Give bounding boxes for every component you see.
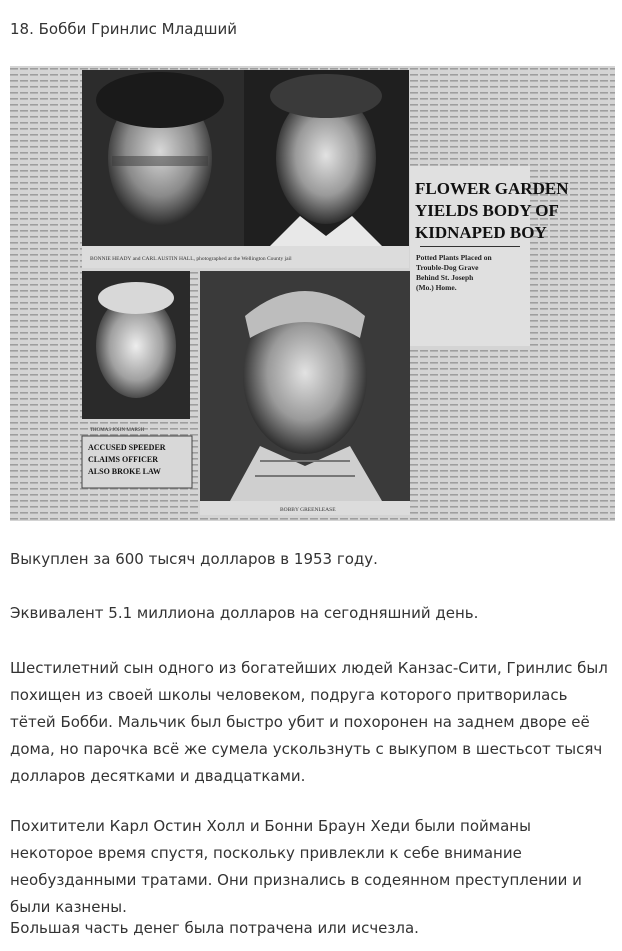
- paragraph-equivalent: Эквивалент 5.1 миллиона долларов на сегодняшний день.: [10, 604, 479, 622]
- headline-line-2: YIELDS BODY OF: [415, 201, 559, 220]
- mid-photo-caption: THOMAS JOHN MARSH: [90, 428, 145, 433]
- newspaper-photo: [10, 66, 615, 521]
- boy-photo-caption: BOBBY GREENLEASE: [280, 507, 336, 513]
- article-heading: 18. Бобби Гринлис Младший: [10, 20, 237, 38]
- paragraph-money: Большая часть денег была потрачена или исчезла.: [10, 919, 419, 937]
- side-headline-line-2: CLAIMS OFFICER: [88, 455, 159, 464]
- paragraph-kidnappers: Похитители Карл Остин Холл и Бонни Браун Хеди были пойманы некоторое время спустя, поскольку привлекли к себе внимание необузданными тратами. Они признались в содеянном преступлении и были казнены.: [10, 817, 582, 916]
- paragraph-ransom: Выкуплен за 600 тысяч долларов в 1953 году.: [10, 550, 378, 568]
- newspaper-clipping-image: [10, 66, 615, 521]
- top-photo-caption: BONNIE HEADY and CARL AUSTIN HALL, photographed at the Wellington County jail: [90, 256, 292, 262]
- side-headline-line-3: ALSO BROKE LAW: [88, 467, 161, 476]
- side-headline-line-1: ACCUSED SPEEDER: [88, 443, 166, 452]
- headline-line-1: FLOWER GARDEN: [415, 179, 569, 198]
- paragraph-story: Шестилетний сын одного из богатейших людей Канзас-Сити, Гринлис был похищен из своей школы человеком, подруга которого притворилась тётей Бобби. Мальчик был быстро убит и похоронен на заднем дворе её дома, но парочка всё же сумела ускользнуть с выкупом в шестьсот тысяч долларов десятками и двадцатками.: [10, 659, 608, 785]
- subhead-line-3: Behind St. Joseph: [416, 273, 474, 282]
- subhead-line-4: (Mo.) Home.: [416, 283, 457, 292]
- headline-line-3: KIDNAPED BOY: [415, 223, 547, 242]
- subhead-line-2: Trouble-Dog Grave: [416, 263, 479, 272]
- subhead-line-1: Potted Plants Placed on: [416, 253, 492, 262]
